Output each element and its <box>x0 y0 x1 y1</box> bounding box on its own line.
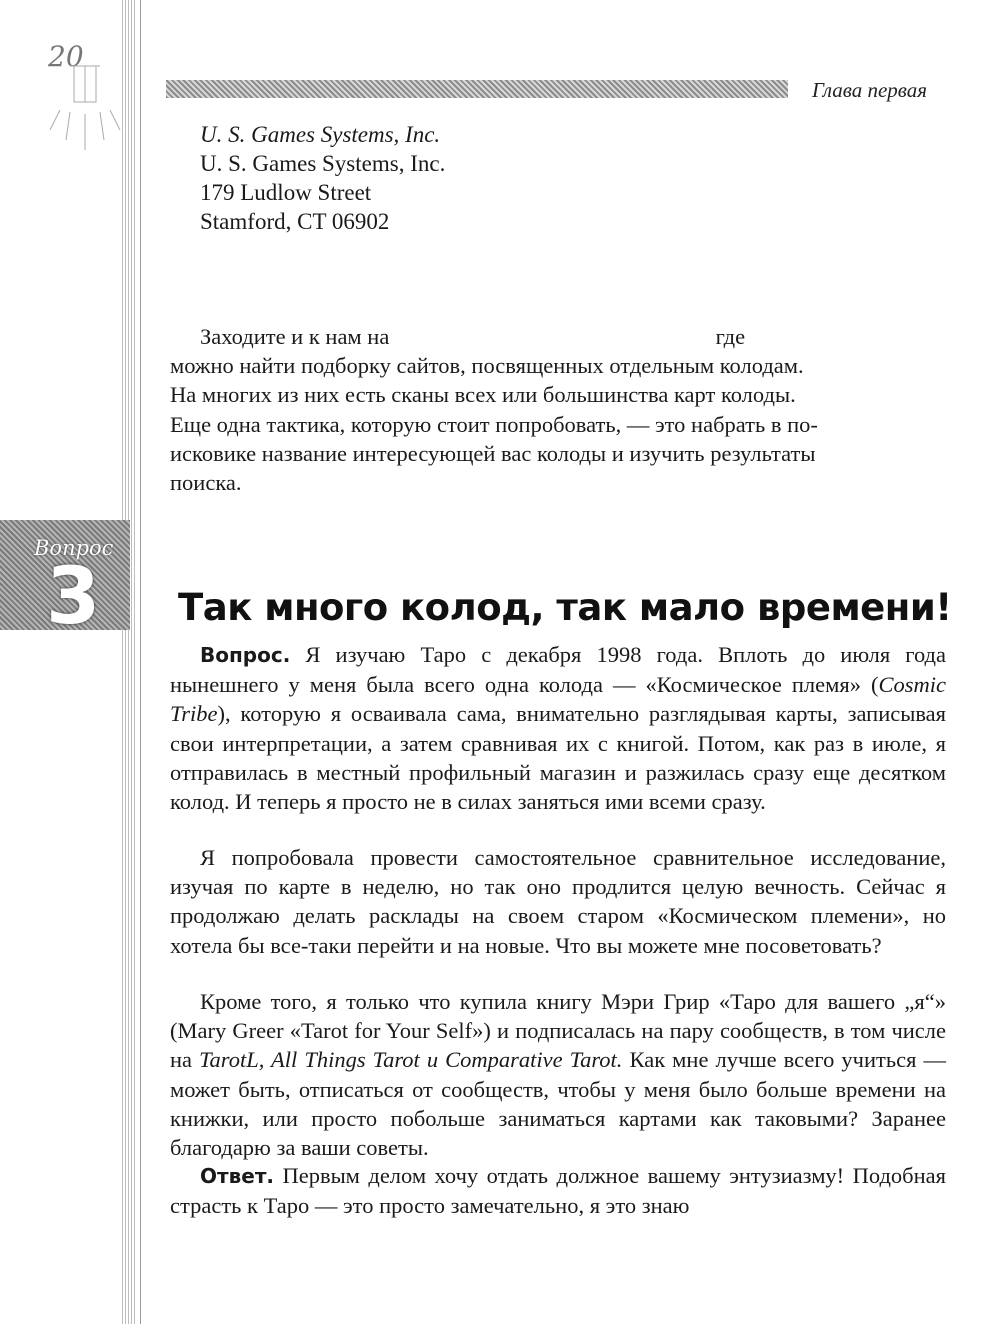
intro-line: исковике название интересующей вас колоды и изучить результаты <box>170 440 816 466</box>
question-lead: Вопрос. <box>200 643 291 667</box>
address-block <box>200 120 445 236</box>
answer-lead: Ответ. <box>200 1164 275 1188</box>
answer-text: Первым делом хочу отдать должное вашему энтузиазму! Подобная страсть к Таро — это просто замечательно, я это знаю <box>170 1163 946 1219</box>
address-line: U. S. Games Systems, Inc. <box>200 151 446 176</box>
header-hatch-bar <box>166 80 788 98</box>
margin-line <box>140 0 141 1324</box>
question-paragraph-2: Я попробовала провести самостоятельное сравнительное исследование, изучая по карте в неделю, но так оно продлится целую вечность. Сейчас я продолжаю делать расклады на своем старом «Космическом племени», но хотела бы все-таки перейти и на новые. Что вы можете мне посоветовать? <box>170 845 946 958</box>
question-marker-label: Вопрос <box>34 536 114 560</box>
address-line: Stamford, CT 06902 <box>200 209 390 234</box>
section-title: Так много колод, так мало времени! <box>178 586 952 629</box>
page-number: 20 <box>48 40 84 73</box>
address-line: 179 Ludlow Street <box>200 180 372 205</box>
question-italic: TarotL, All Things Tarot и Comparative Tarot. <box>199 1047 623 1073</box>
question-italic: Cosmic Tribe <box>170 672 946 727</box>
question-text: ), которую я осваивала сама, внимательно разглядывая карты, записывая свои интерпретации, а затем сравнивая их с книгой. Потом, как раз в июле, я отправилась в местный профильный магазин и разжилась сразу еще десятком колод. И теперь я просто не в силах заняться ими всеми сразу. <box>170 701 946 815</box>
answer-paragraph <box>170 1161 946 1220</box>
margin-hatch-rule <box>122 0 136 1324</box>
intro-line: Заходите и к нам на где <box>200 324 746 349</box>
question-text: Кроме того, я только что купила книгу Мэри Грир «Таро для вашего „я“» (Mary Greer «Tarot for Your Self») и подписалась на пару сообществ, в том числе на <box>170 989 946 1073</box>
question-text: Я изучаю Таро с декабря 1998 года. Вплоть до июля года нынешнего у меня была всего одна колода — «Космическое племя» ( <box>170 642 946 698</box>
intro-line: поиска. <box>170 470 242 496</box>
page-number-ornament <box>30 40 130 160</box>
intro-line: Еще одна тактика, которую стоит попробовать, — это набрать в по- <box>170 411 818 437</box>
intro-line: можно найти подборку сайтов, посвященных отдельным колодам. <box>170 353 804 379</box>
chapter-title: Глава первая <box>812 78 928 102</box>
intro-line: На многих из них есть сканы всех или большинства карт колоды. <box>170 382 796 408</box>
question-marker-number: 3 <box>46 552 101 642</box>
question-text: Как мне лучше всего учиться — может быть, отписаться от сообществ, чтобы у меня было больше времени на книжки, или просто побольше заниматься картами как таковыми? Заранее благодарю за ваши советы. <box>170 1047 946 1161</box>
question-paragraph-1 <box>170 640 946 816</box>
lantern-icon <box>30 40 130 160</box>
question-paragraph-3 <box>170 987 946 1162</box>
address-title: U. S. Games Systems, Inc. <box>200 122 441 147</box>
intro-paragraph <box>170 322 946 497</box>
